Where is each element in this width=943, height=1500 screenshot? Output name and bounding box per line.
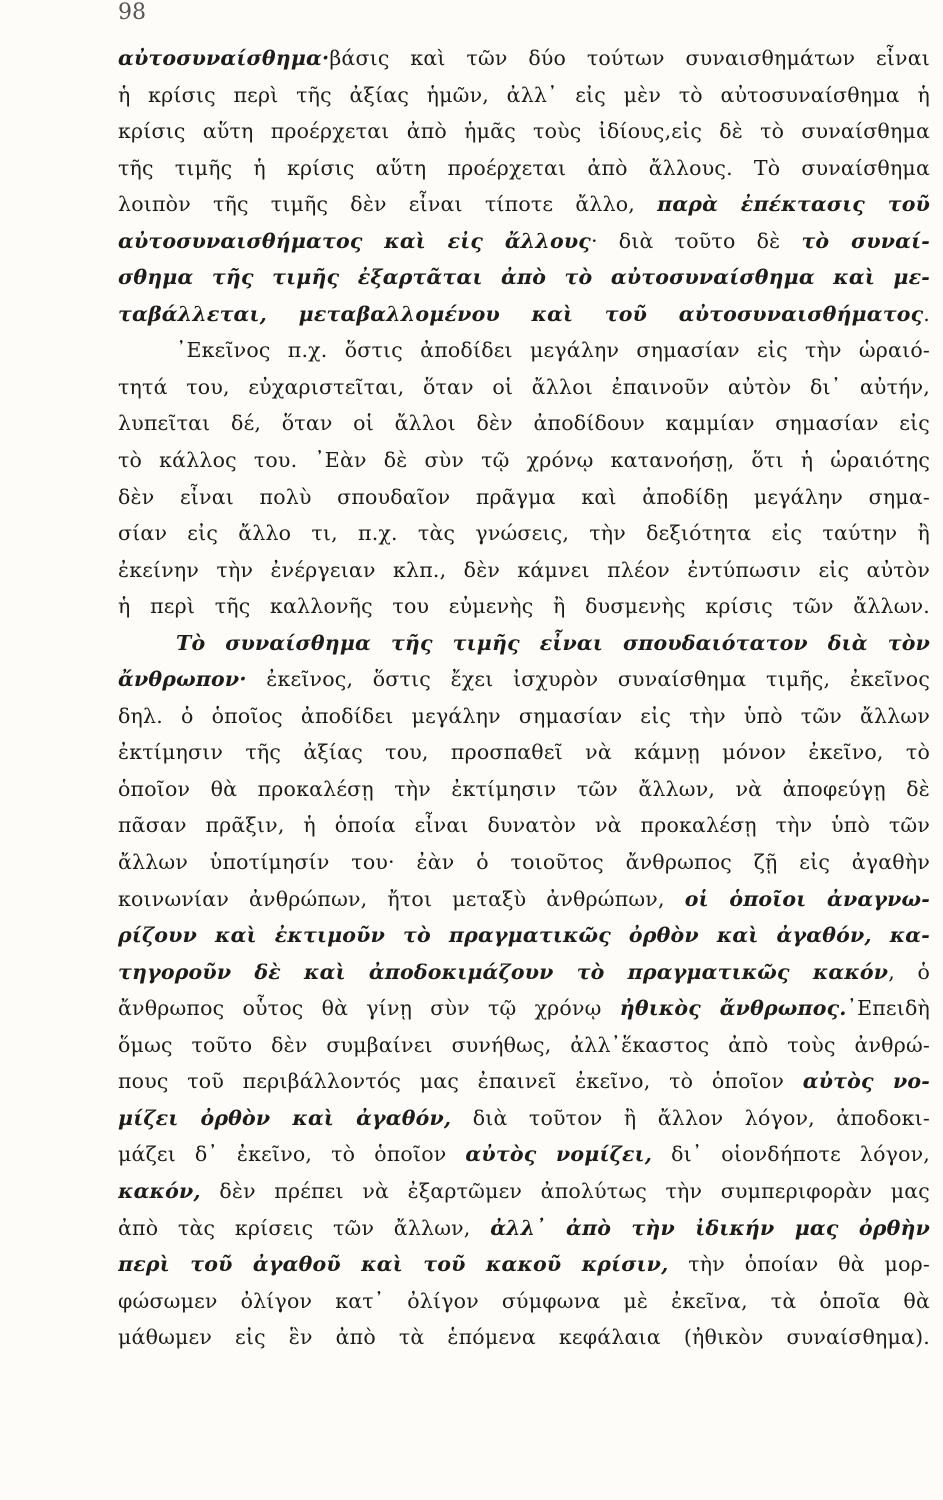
text-line bbox=[118, 1283, 930, 1320]
text-segment: ὅμως τοῦτο δὲν συμβαίνει συνήθως, ἀλλ᾿ἕκαστος ἀπὸ τοὺς ἀνθρώ- bbox=[118, 1032, 930, 1057]
emphasized-text: περὶ τοῦ ἀγαθοῦ καὶ τοῦ κακοῦ κρίσιν, bbox=[118, 1252, 669, 1277]
emphasized-text: Τὸ συναίσθημα τῆς τιμῆς εἶναι σπουδαιότατον διὰ τὸν bbox=[176, 630, 930, 655]
text-line bbox=[118, 1063, 930, 1100]
text-segment: μάθωμεν εἰς ἓν ἀπὸ τὰ ἑπόμενα κεφάλαια (ἠθικὸν συναίσθημα). bbox=[118, 1325, 930, 1350]
emphasized-text: αὐτὸς νο- bbox=[802, 1069, 930, 1094]
body-text bbox=[118, 40, 930, 1356]
text-segment: πᾶσαν πρᾶξιν, ἡ ὁποία εἶναι δυνατὸν νὰ προκαλέσῃ τὴν ὑπὸ τῶν bbox=[118, 813, 930, 838]
text-line bbox=[118, 332, 930, 369]
text-line bbox=[118, 881, 930, 918]
text-segment: , ὁ bbox=[888, 959, 930, 984]
text-line bbox=[118, 442, 930, 479]
emphasized-text: παρὰ ἐπέκτασις τοῦ bbox=[657, 192, 930, 217]
text-segment: πους τοῦ περιβάλλοντός μας ἐπαινεῖ ἐκεῖνο, τὸ ὁποῖον bbox=[118, 1069, 803, 1094]
text-segment: δι᾿ οἱονδήποτε λόγον, bbox=[652, 1142, 930, 1167]
text-line bbox=[118, 259, 930, 296]
text-line bbox=[118, 661, 930, 698]
text-line bbox=[118, 1173, 930, 1210]
text-segment: δὲν εἶναι πολὺ σπουδαῖον πρᾶγμα καὶ ἀποδίδῃ μεγάλην σημα- bbox=[118, 484, 930, 509]
text-segment: ἐκτίμησιν τῆς ἀξίας του, προσπαθεῖ νὰ κάμνῃ μόνον ἐκεῖνο, τὸ bbox=[118, 740, 930, 765]
emphasized-text: μίζει ὀρθὸν καὶ ἀγαθόν, bbox=[118, 1105, 452, 1130]
text-line bbox=[118, 771, 930, 808]
text-line bbox=[118, 405, 930, 442]
emphasized-text: ἠθικὸς ἄνθρωπος. bbox=[619, 996, 847, 1021]
emphasized-text: ρίζουν καὶ ἐκτιμοῦν τὸ πραγματικῶς ὀρθὸν καὶ ἀγαθόν, κα- bbox=[118, 923, 930, 948]
text-segment: τὸ κάλλος του. ᾿Εὰν δὲ σὺν τῷ χρόνῳ κατανοήσῃ, ὅτι ἡ ὡραιότης bbox=[118, 448, 930, 473]
text-segment: βάσις καὶ τῶν δύο τούτων συναισθημάτων εἶναι bbox=[329, 46, 930, 70]
text-line bbox=[118, 1136, 930, 1173]
text-segment: · διὰ τοῦτο δὲ bbox=[590, 228, 802, 253]
text-line bbox=[118, 113, 930, 150]
text-line bbox=[118, 1210, 930, 1247]
text-segment: λοιπὸν τῆς τιμῆς δὲν εἶναι τίποτε ἄλλο, bbox=[118, 192, 658, 217]
text-segment: . bbox=[923, 301, 930, 326]
text-segment: ἀπὸ τὰς κρίσεις τῶν ἄλλων, bbox=[118, 1215, 491, 1240]
emphasized-text: ἄνθρωπον· bbox=[118, 667, 247, 692]
text-segment: ᾿Εκεῖνος π.χ. ὅστις ἀποδίδει μεγάλην σημασίαν εἰς τὴν ὡραιό- bbox=[176, 338, 930, 363]
emphasized-text: ταβάλλεται, μεταβαλλομένου καὶ τοῦ αὐτοσυναισθήματος bbox=[118, 301, 924, 326]
text-line bbox=[118, 77, 930, 114]
text-line bbox=[118, 1100, 930, 1137]
text-segment: ᾿Επειδὴ bbox=[846, 996, 930, 1021]
text-segment: ἐκείνην τὴν ἐνέργειαν κλπ., δὲν κάμνει πλέον ἐντύπωσιν εἰς αὐτὸν bbox=[118, 557, 930, 582]
text-line bbox=[118, 223, 930, 260]
emphasized-text: ἀλλ᾿ ἀπὸ τὴν ἰδικήν μας ὀρθὴν bbox=[490, 1215, 930, 1240]
text-segment: σίαν εἰς ἄλλο τι, π.χ. τὰς γνώσεις, τὴν δεξιότητα εἰς ταύτην ἢ bbox=[118, 521, 930, 546]
text-segment: ἡ περὶ τῆς καλλονῆς του εὐμενὴς ἢ δυσμενὴς κρίσις τῶν ἄλλων. bbox=[118, 594, 930, 619]
text-segment: δὲν πρέπει νὰ ἐξαρτῶμεν ἀπολύτως τὴν συμπεριφορὰν μας bbox=[200, 1178, 930, 1203]
text-segment: ἡ κρίσις περὶ τῆς ἀξίας ἡμῶν, ἀλλ᾿ εἰς μὲν τὸ αὐτοσυναίσθημα ἡ bbox=[118, 82, 930, 107]
emphasized-text: αὐτοσυναισθήματος καὶ εἰς ἄλλους bbox=[118, 228, 591, 253]
text-segment: ἐκεῖνος, ὅστις ἔχει ἰσχυρὸν συναίσθημα τιμῆς, ἐκεῖνος bbox=[246, 667, 930, 692]
text-segment: κρίσις αὕτη προέρχεται ἀπὸ ἡμᾶς τοὺς ἰδίους,εἰς δὲ τὸ συναίσθημα bbox=[118, 119, 930, 144]
emphasized-text: τὸ συναί- bbox=[801, 228, 930, 253]
text-segment: διὰ τοῦτον ἢ ἄλλον λόγον, ἀποδοκι- bbox=[451, 1105, 930, 1130]
text-line bbox=[118, 954, 930, 991]
text-segment: τὴν ὁποίαν θὰ μορ- bbox=[668, 1252, 930, 1277]
text-segment: μάζει δ᾿ ἐκεῖνο, τὸ ὁποῖον bbox=[118, 1142, 466, 1167]
text-line bbox=[118, 990, 930, 1027]
page-number: 98 bbox=[118, 0, 146, 25]
text-line bbox=[118, 515, 930, 552]
text-line bbox=[118, 844, 930, 881]
emphasized-text: αὐτὸς νομίζει, bbox=[465, 1142, 653, 1167]
text-line bbox=[118, 734, 930, 771]
text-line bbox=[118, 1027, 930, 1064]
text-line bbox=[118, 698, 930, 735]
text-line bbox=[118, 917, 930, 954]
text-segment: τητά του, εὐχαριστεῖται, ὅταν οἱ ἄλλοι ἐπαινοῦν αὐτὸν δι᾿ αὐτήν, bbox=[118, 374, 930, 399]
text-line bbox=[118, 552, 930, 589]
text-line bbox=[118, 807, 930, 844]
text-line bbox=[118, 296, 930, 333]
emphasized-text: αὐτοσυναίσθημα· bbox=[118, 46, 330, 70]
emphasized-text: σθημα τῆς τιμῆς ἐξαρτᾶται ἀπὸ τὸ αὐτοσυναίσθημα καὶ με- bbox=[118, 265, 930, 290]
emphasized-text: κακόν, bbox=[118, 1178, 201, 1203]
text-line bbox=[118, 625, 930, 662]
text-line bbox=[118, 150, 930, 187]
text-segment: ὁποῖον θὰ προκαλέσῃ τὴν ἐκτίμησιν τῶν ἄλλων, νὰ ἀποφεύγῃ δὲ bbox=[118, 776, 930, 801]
emphasized-text: οἱ ὁποῖοι ἀναγνω- bbox=[684, 886, 930, 911]
text-segment: φώσωμεν ὀλίγον κατ᾿ ὀλίγον σύμφωνα μὲ ἐκεῖνα, τὰ ὁποῖα θὰ bbox=[118, 1288, 930, 1313]
emphasized-text: τηγοροῦν δὲ καὶ ἀποδοκιμάζουν τὸ πραγματικῶς κακόν bbox=[118, 959, 889, 984]
text-segment: δηλ. ὁ ὁποῖος ἀποδίδει μεγάλην σημασίαν εἰς τὴν ὑπὸ τῶν ἄλλων bbox=[118, 703, 930, 728]
text-segment: κοινωνίαν ἀνθρώπων, ἤτοι μεταξὺ ἀνθρώπων, bbox=[118, 886, 685, 911]
text-segment: ἄνθρωπος οὗτος θὰ γίνῃ σὺν τῷ χρόνῳ bbox=[118, 996, 620, 1021]
text-segment: λυπεῖται δέ, ὅταν οἱ ἄλλοι δὲν ἀποδίδουν καμμίαν σημασίαν εἰς bbox=[118, 411, 930, 436]
text-line bbox=[118, 588, 930, 625]
text-line bbox=[118, 40, 930, 77]
text-line bbox=[118, 369, 930, 406]
text-line bbox=[118, 1246, 930, 1283]
text-line bbox=[118, 186, 930, 223]
text-line bbox=[118, 1319, 930, 1356]
text-segment: τῆς τιμῆς ἡ κρίσις αὕτη προέρχεται ἀπὸ ἄλλους. Τὸ συναίσθημα bbox=[118, 155, 930, 180]
text-line bbox=[118, 479, 930, 516]
text-segment: ἄλλων ὑποτίμησίν του· ἐὰν ὁ τοιοῦτος ἄνθρωπος ζῇ εἰς ἀγαθὴν bbox=[118, 850, 930, 875]
